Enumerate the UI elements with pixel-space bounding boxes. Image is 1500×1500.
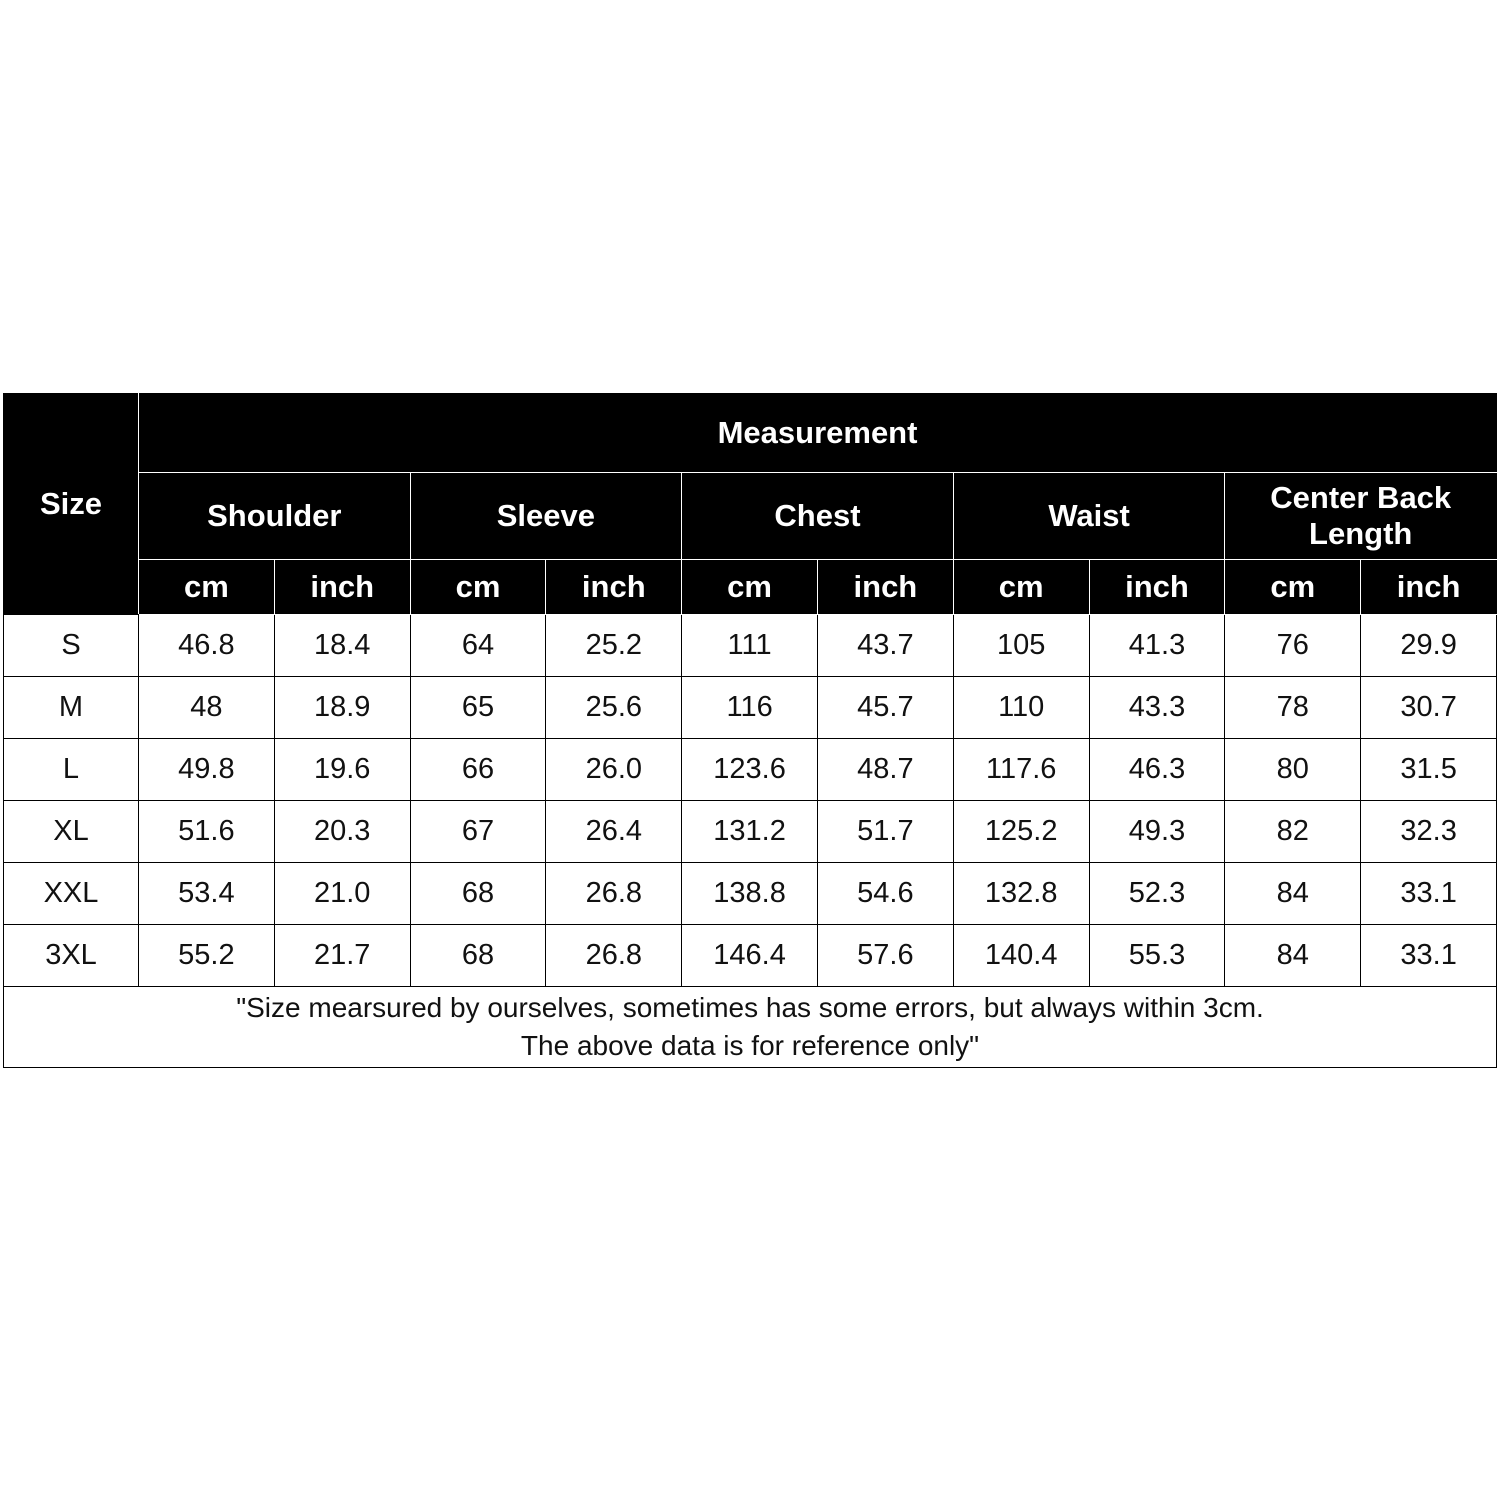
note-row	[4, 987, 1497, 1068]
group-header-sleeve: Sleeve	[410, 473, 682, 560]
unit-header: inch	[546, 560, 682, 615]
group-header-waist: Waist	[953, 473, 1225, 560]
measurement-cell: 65	[410, 677, 546, 739]
measurement-cell: 125.2	[953, 801, 1089, 863]
measurement-cell: 46.8	[139, 615, 275, 677]
measurement-cell: 26.8	[546, 925, 682, 987]
measurement-cell: 78	[1225, 677, 1361, 739]
measurement-cell: 80	[1225, 739, 1361, 801]
measurement-cell: 32.3	[1361, 801, 1497, 863]
table-footer	[4, 987, 1497, 1068]
size-column-header: Size	[4, 394, 139, 615]
unit-header: cm	[682, 560, 818, 615]
measurement-cell: 84	[1225, 925, 1361, 987]
measurement-cell: 33.1	[1361, 863, 1497, 925]
measurement-cell: 33.1	[1361, 925, 1497, 987]
measurement-cell: 68	[410, 925, 546, 987]
unit-header: cm	[139, 560, 275, 615]
size-cell: M	[4, 677, 139, 739]
measurement-cell: 111	[682, 615, 818, 677]
measurement-cell: 55.3	[1089, 925, 1225, 987]
measurement-note	[4, 987, 1497, 1068]
group-header-center-back-length: Center Back Length	[1225, 473, 1497, 560]
table-row	[4, 615, 1497, 677]
measurement-cell: 43.7	[817, 615, 953, 677]
measurement-cell: 26.0	[546, 739, 682, 801]
table-row	[4, 801, 1497, 863]
measurement-cell: 31.5	[1361, 739, 1497, 801]
measurement-cell: 67	[410, 801, 546, 863]
measurement-cell: 132.8	[953, 863, 1089, 925]
measurement-cell: 123.6	[682, 739, 818, 801]
measurement-cell: 52.3	[1089, 863, 1225, 925]
unit-header: inch	[817, 560, 953, 615]
measurement-header: Measurement	[139, 394, 1497, 473]
measurement-cell: 66	[410, 739, 546, 801]
measurement-cell: 51.7	[817, 801, 953, 863]
measurement-cell: 51.6	[139, 801, 275, 863]
group-header-shoulder: Shoulder	[139, 473, 411, 560]
table-body	[4, 615, 1497, 987]
measurement-cell: 46.3	[1089, 739, 1225, 801]
header-row-units	[4, 560, 1497, 615]
measurement-cell: 25.6	[546, 677, 682, 739]
measurement-cell: 131.2	[682, 801, 818, 863]
size-cell: XXL	[4, 863, 139, 925]
measurement-cell: 140.4	[953, 925, 1089, 987]
group-header-chest: Chest	[682, 473, 954, 560]
measurement-cell: 20.3	[274, 801, 410, 863]
measurement-cell: 57.6	[817, 925, 953, 987]
unit-header: cm	[953, 560, 1089, 615]
measurement-cell: 26.8	[546, 863, 682, 925]
note-line-1: "Size mearsured by ourselves, sometimes has some errors, but always within 3cm.	[236, 992, 1264, 1023]
measurement-cell: 26.4	[546, 801, 682, 863]
measurement-cell: 45.7	[817, 677, 953, 739]
measurement-cell: 54.6	[817, 863, 953, 925]
measurement-cell: 29.9	[1361, 615, 1497, 677]
table-row	[4, 739, 1497, 801]
unit-header: inch	[274, 560, 410, 615]
measurement-cell: 55.2	[139, 925, 275, 987]
measurement-cell: 25.2	[546, 615, 682, 677]
unit-header: cm	[410, 560, 546, 615]
table-row	[4, 925, 1497, 987]
measurement-cell: 43.3	[1089, 677, 1225, 739]
measurement-cell: 82	[1225, 801, 1361, 863]
measurement-cell: 19.6	[274, 739, 410, 801]
table-row	[4, 863, 1497, 925]
unit-header: inch	[1361, 560, 1497, 615]
table-row	[4, 677, 1497, 739]
measurement-cell: 49.8	[139, 739, 275, 801]
size-cell: 3XL	[4, 925, 139, 987]
measurement-cell: 76	[1225, 615, 1361, 677]
size-cell: S	[4, 615, 139, 677]
measurement-cell: 48	[139, 677, 275, 739]
measurement-cell: 138.8	[682, 863, 818, 925]
measurement-cell: 53.4	[139, 863, 275, 925]
size-cell: XL	[4, 801, 139, 863]
measurement-cell: 64	[410, 615, 546, 677]
unit-header: inch	[1089, 560, 1225, 615]
measurement-cell: 41.3	[1089, 615, 1225, 677]
unit-header: cm	[1225, 560, 1361, 615]
size-chart-table	[3, 393, 1497, 1068]
size-cell: L	[4, 739, 139, 801]
measurement-cell: 84	[1225, 863, 1361, 925]
header-row-groups	[4, 473, 1497, 560]
measurement-cell: 18.4	[274, 615, 410, 677]
measurement-cell: 21.0	[274, 863, 410, 925]
measurement-cell: 21.7	[274, 925, 410, 987]
measurement-cell: 68	[410, 863, 546, 925]
measurement-cell: 48.7	[817, 739, 953, 801]
measurement-cell: 18.9	[274, 677, 410, 739]
measurement-cell: 105	[953, 615, 1089, 677]
measurement-cell: 30.7	[1361, 677, 1497, 739]
measurement-cell: 117.6	[953, 739, 1089, 801]
table-header	[4, 394, 1497, 615]
measurement-cell: 146.4	[682, 925, 818, 987]
measurement-cell: 116	[682, 677, 818, 739]
measurement-cell: 49.3	[1089, 801, 1225, 863]
measurement-cell: 110	[953, 677, 1089, 739]
header-row-measurement	[4, 394, 1497, 473]
note-line-2: The above data is for reference only"	[520, 1030, 980, 1061]
